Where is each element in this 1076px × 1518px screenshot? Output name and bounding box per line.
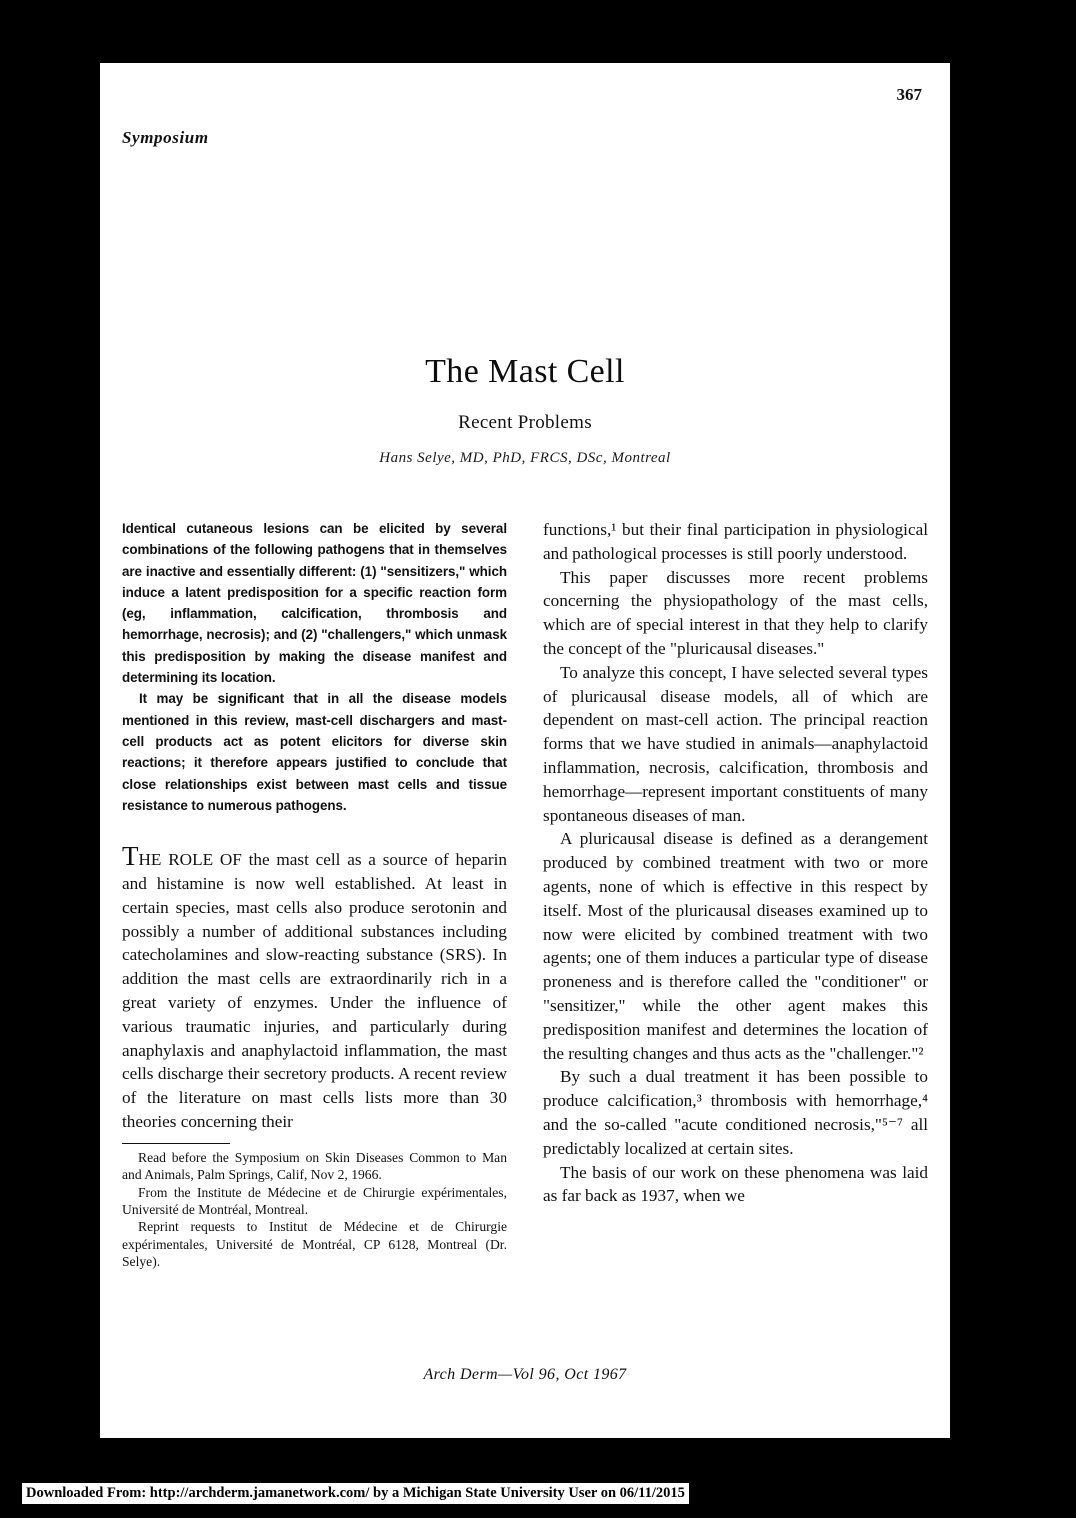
page-number: 367 [896, 85, 922, 104]
footnote-item: Reprint requests to Institut de Médecine et de Chirurgie expérimentales, Université de Montréal, CP 6128, Montreal (Dr. Selye). [122, 1219, 507, 1270]
body-paragraph: By such a dual treatment it has been possible to produce calcification,³ thrombosis with hemorrhage,⁴ and the so-called "acute conditioned necrosis,"⁵⁻⁷ all predictably localized at certain sites. [543, 1067, 928, 1158]
body-paragraph: functions,¹ but their final participation in physiological and pathological processes is still poorly understood. [543, 520, 928, 563]
opening-paragraph-text: the mast cell as a source of heparin and histamine is now well established. At least in certain species, mast cells also produce serotonin and possibly a number of additional substances including catecholamines and slow-reacting substance (SRS). In addition the mast cells are extraordinarily rich in a great variety of enzymes. Under the influence of various traumatic injuries, and particularly during anaphylaxis and anaphylactoid inflammation, the mast cells discharge their secretory products. A recent review of the literature on mast cells lists more than 30 theories concerning their [122, 850, 507, 1131]
footnote-item: From the Institute de Médecine et de Chirurgie expérimentales, Université de Montréal, Montreal. [122, 1184, 507, 1217]
running-head: Symposium [122, 128, 209, 147]
body-paragraph: A pluricausal disease is defined as a derangement produced by combined treatment with two or more agents, none of which is effective in this respect by itself. Most of the pluricausal diseases examined up to now were elicited by combined treatment with two agents; one of them induces a particular type of disease proneness and is therefore called the "conditioner" or "sensitizer," while the other agent makes this predisposition manifest and determines the location of the resulting changes and thus acts as the "challenger."² [543, 829, 928, 1063]
right-column-body [543, 518, 928, 1208]
body-paragraph: To analyze this concept, I have selected several types of pluricausal disease models, all of which are dependent on mast-cell action. The principal reaction forms that we have studied in animals—anaphylactoid inflammation, necrosis, calcification, thrombosis and hemorrhage—represent important constituents of many spontaneous diseases of man. [543, 662, 928, 825]
right-column [543, 518, 928, 1208]
abstract-paragraph: It may be significant that in all the disease models mentioned in this review, mast-cell dischargers and mast-cell products act as potent elicitors for diverse skin reactions; it therefore appears justified to conclude that close relationships exist between mast cells and tissue resistance to numerous pathogens. [122, 691, 507, 813]
body-columns [122, 518, 928, 1348]
body-paragraph-opening [122, 841, 507, 1134]
drop-cap: T [122, 841, 139, 872]
download-source-bar: Downloaded From: http://archderm.jamanetwork.com/ by a Michigan State University User on 06/11/2015 [22, 1483, 689, 1504]
left-column [122, 518, 507, 1271]
abstract-paragraph: Identical cutaneous lesions can be elicited by several combinations of the following pathogens that in themselves are inactive and essentially different: (1) "sensitizers," which induce a latent predisposition for a specific reaction form (eg, inflammation, calcification, thrombosis and hemorrhage, necrosis); and (2) "challengers," which unmask this predisposition by making the disease manifest and determining its location. [122, 521, 507, 686]
title-block [100, 353, 950, 467]
footnotes [122, 1149, 507, 1271]
abstract [122, 518, 507, 816]
left-column-body [122, 841, 507, 1134]
article-author: Hans Selye, MD, PhD, FRCS, DSc, Montreal [379, 450, 671, 466]
body-paragraph: The basis of our work on these phenomena was laid as far back as 1937, when we [543, 1162, 928, 1206]
footnote-item: Read before the Symposium on Skin Diseases Common to Man and Animals, Palm Springs, Calif, Nov 2, 1966. [122, 1149, 507, 1183]
article-page [100, 63, 950, 1438]
journal-footer: Arch Derm—Vol 96, Oct 1967 [423, 1366, 627, 1383]
body-paragraph: This paper discusses more recent problems concerning the physiopathology of the mast cells, which are of special interest in that they help to clarify the concept of the "pluricausal diseases." [543, 567, 928, 658]
footnote-divider [122, 1143, 230, 1144]
page-title: The Mast Cell [425, 353, 625, 390]
article-subtitle: Recent Problems [458, 412, 592, 433]
opening-small-caps: HE ROLE OF [138, 850, 242, 870]
